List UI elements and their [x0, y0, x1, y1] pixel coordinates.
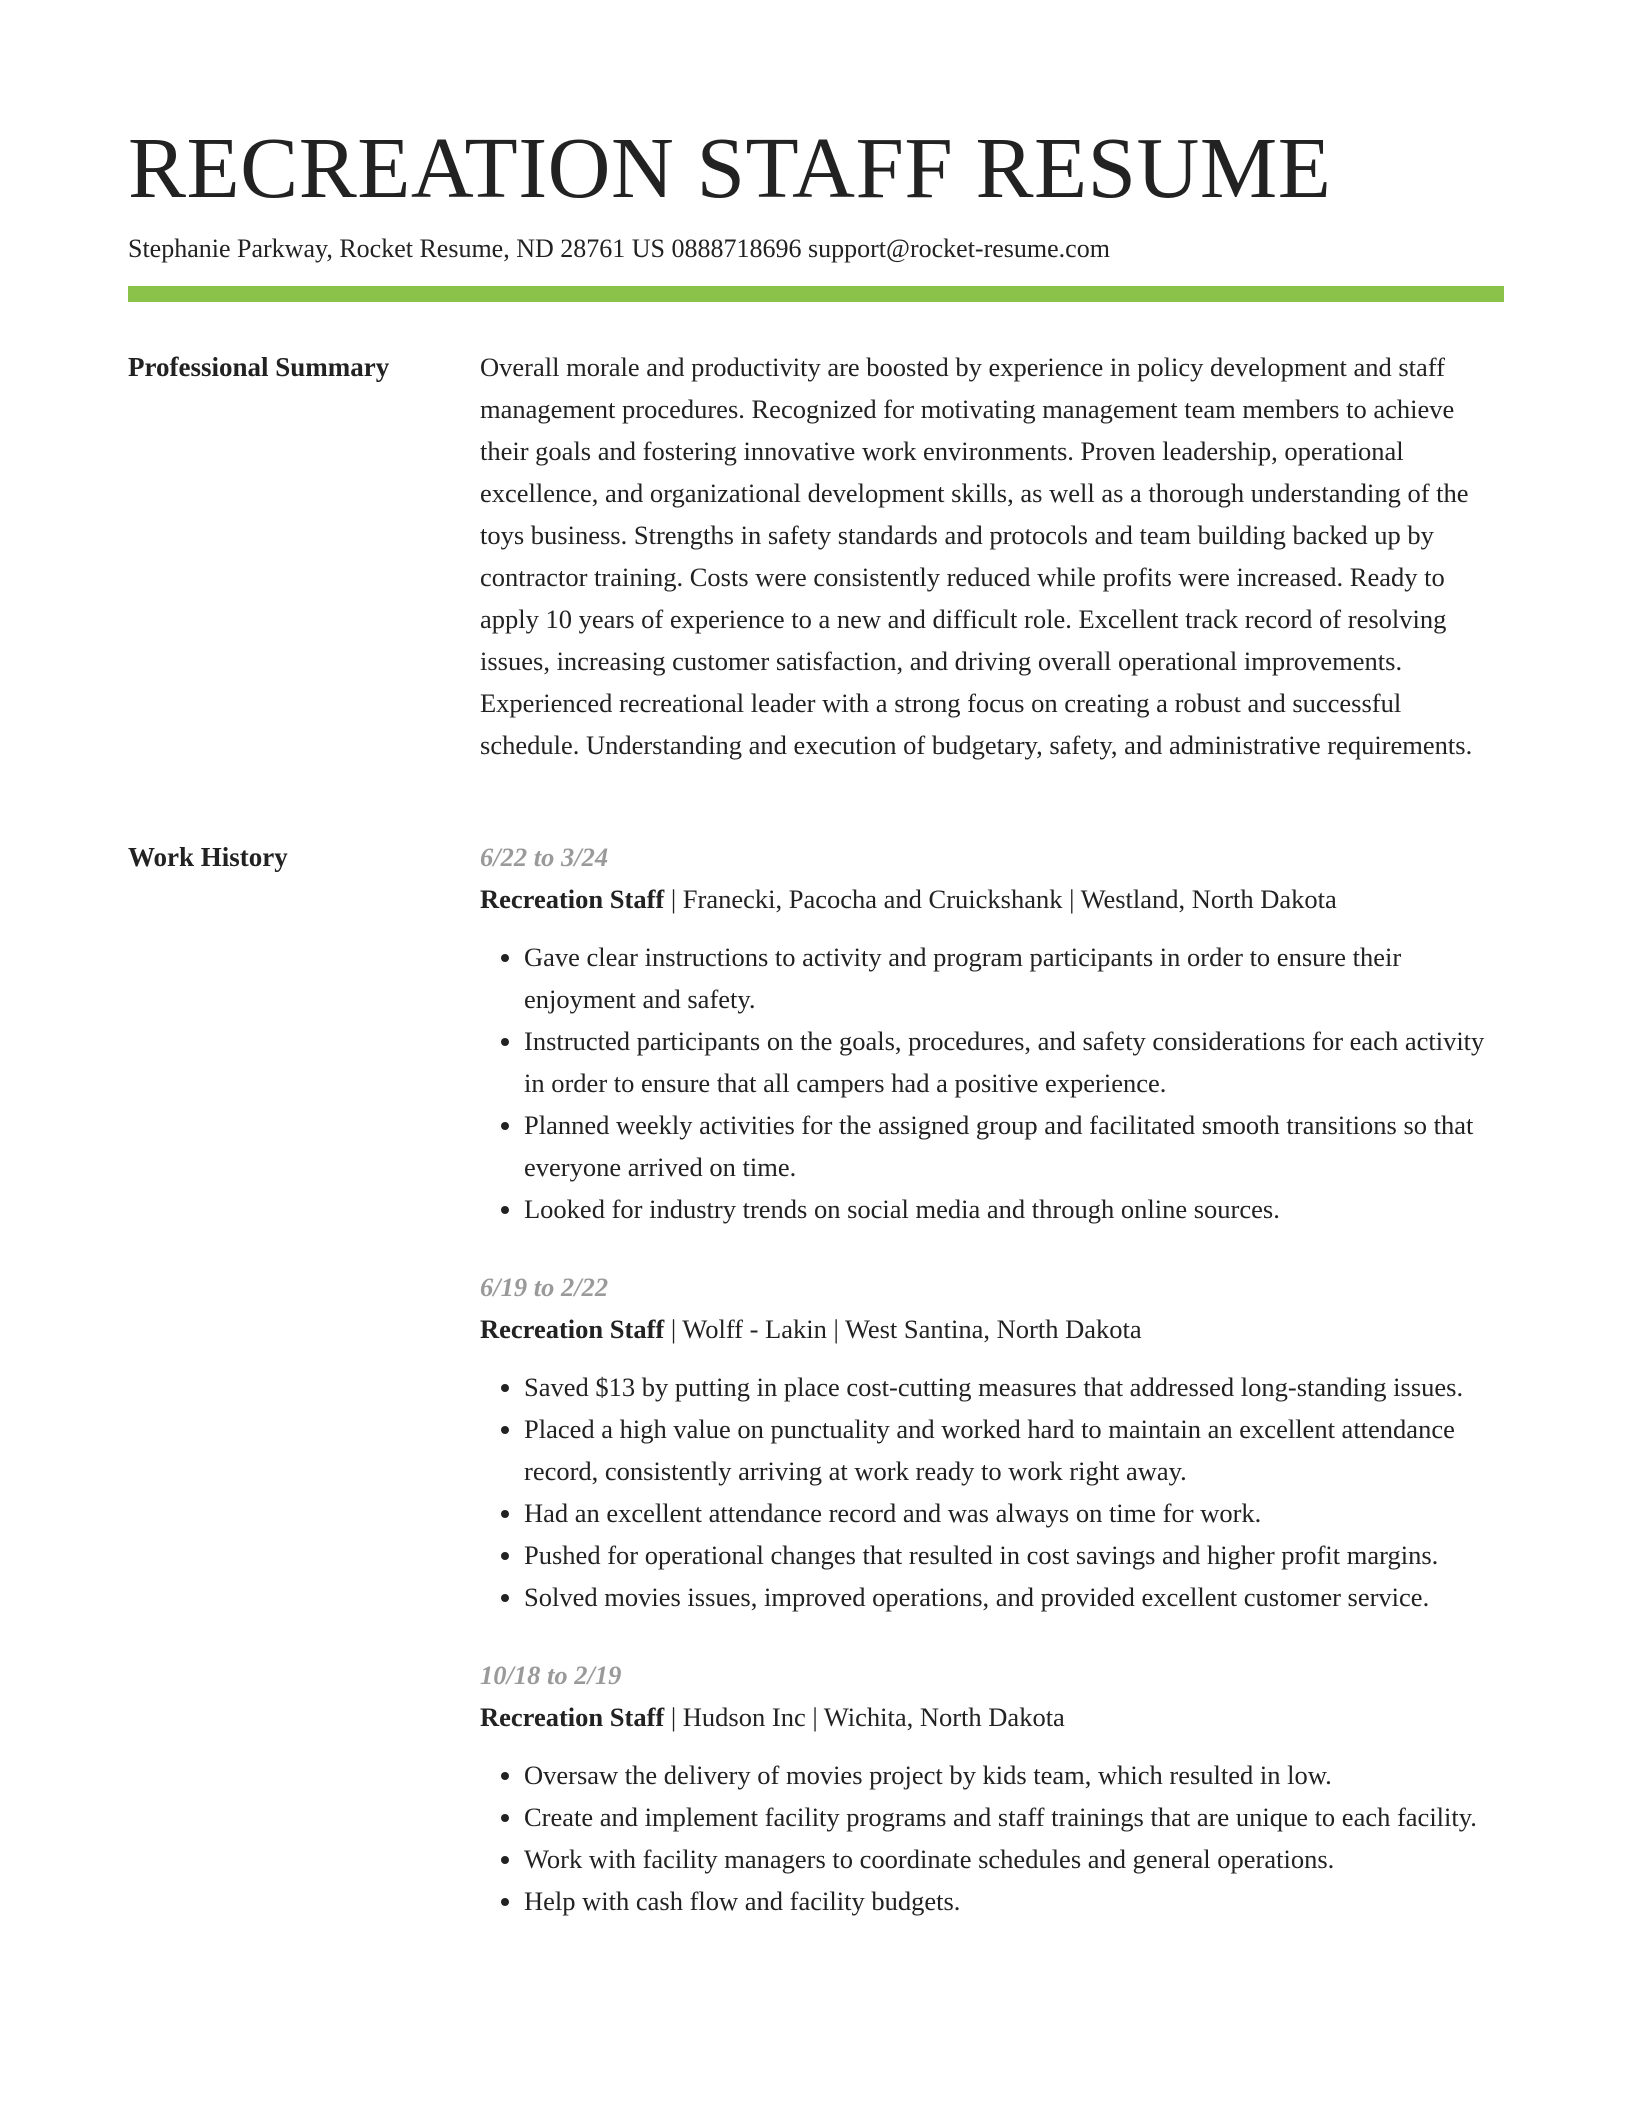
job-title: Recreation Staff: [480, 1314, 665, 1344]
job-title: Recreation Staff: [480, 1702, 665, 1732]
job-bullet: • Saved $13 by putting in place cost-cutting measures that addressed long-standing issues.: [524, 1366, 1504, 1408]
job-title: Recreation Staff: [480, 884, 665, 914]
job-title-line: [480, 1696, 1504, 1738]
contact-line: Stephanie Parkway, Rocket Resume, ND 28761 US 0888718696 support@rocket-resume.com: [128, 234, 1110, 263]
job-bullet: • Planned weekly activities for the assigned group and facilitated smooth transitions so that everyone arrived on time.: [524, 1104, 1504, 1188]
job-entry: [480, 836, 1504, 1230]
job-bullet: • Instructed participants on the goals, procedures, and safety considerations for each activity in order to ensure that all campers had a positive experience.: [524, 1020, 1504, 1104]
job-details: | Wolff - Lakin | West Santina, North Dakota: [664, 1314, 1142, 1344]
job-dates: 10/18 to 2/19: [480, 1660, 622, 1690]
job-details: | Hudson Inc | Wichita, North Dakota: [664, 1702, 1065, 1732]
job-bullet: • Solved movies issues, improved operations, and provided excellent customer service.: [524, 1576, 1504, 1618]
job-entry: [480, 1266, 1504, 1618]
accent-divider: [128, 286, 1504, 302]
job-details: | Franecki, Pacocha and Cruickshank | Westland, North Dakota: [664, 884, 1337, 914]
job-bullet: • Oversaw the delivery of movies project by kids team, which resulted in low.: [524, 1754, 1504, 1796]
job-bullet: • Had an excellent attendance record and was always on time for work.: [524, 1492, 1504, 1534]
job-bullet-list: [480, 1754, 1504, 1922]
summary-text: Overall morale and productivity are boosted by experience in policy development and staff management procedures. Recognized for motivating management team members to achieve their goals and fostering innovative work environments. Proven leadership, operational excellence, and organizational development skills, as well as a thorough understanding of the toys business. Strengths in safety standards and protocols and team building backed up by contractor training. Costs were consistently reduced while profits were increased. Ready to apply 10 years of experience to a new and difficult role. Excellent track record of resolving issues, increasing customer satisfaction, and driving overall operational improvements. Experienced recreational leader with a strong focus on creating a robust and successful schedule. Understanding and execution of budgetary, safety, and administrative requirements.: [480, 352, 1473, 760]
job-bullet: • Create and implement facility programs and staff trainings that are unique to each facility.: [524, 1796, 1504, 1838]
section-label-work-history: Work History: [128, 842, 288, 872]
job-bullet: • Gave clear instructions to activity and program participants in order to ensure their enjoyment and safety.: [524, 936, 1504, 1020]
job-title-line: [480, 878, 1504, 920]
job-bullet: • Placed a high value on punctuality and worked hard to maintain an excellent attendance record, consistently arriving at work ready to work right away.: [524, 1408, 1504, 1492]
job-bullet-list: [480, 1366, 1504, 1618]
job-bullet: • Pushed for operational changes that resulted in cost savings and higher profit margins.: [524, 1534, 1504, 1576]
job-bullet: • Help with cash flow and facility budgets.: [524, 1880, 1504, 1922]
job-bullet: • Looked for industry trends on social media and through online sources.: [524, 1188, 1504, 1230]
job-bullet-list: [480, 936, 1504, 1230]
job-bullet: • Work with facility managers to coordinate schedules and general operations.: [524, 1838, 1504, 1880]
job-title-line: [480, 1308, 1504, 1350]
resume-title: RECREATION STAFF RESUME: [128, 119, 1332, 216]
work-history-body: [480, 836, 1504, 1958]
professional-summary-body: [480, 346, 1504, 766]
job-dates: 6/22 to 3/24: [480, 842, 609, 872]
section-label-professional-summary: Professional Summary: [128, 352, 390, 382]
job-entry: [480, 1654, 1504, 1922]
job-dates: 6/19 to 2/22: [480, 1272, 609, 1302]
